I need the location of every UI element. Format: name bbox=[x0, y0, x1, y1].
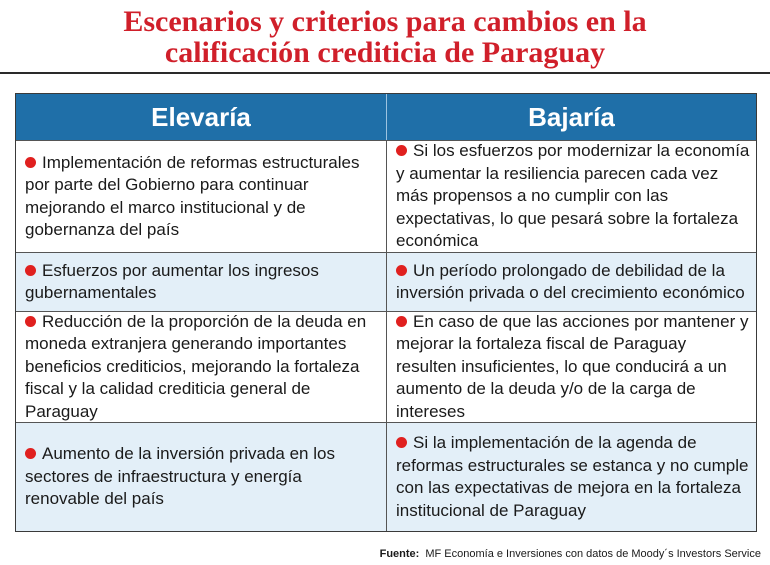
table-row bbox=[16, 311, 756, 422]
cell-text: Implementación de reformas estructurales por parte del Gobierno para continuar mejorando el marco institucional y de gobernanza del país bbox=[25, 152, 360, 239]
bullet-icon bbox=[25, 157, 36, 168]
source-text: MF Economía e Inversiones con datos de Moody´s Investors Service bbox=[425, 548, 761, 560]
page-title bbox=[0, 6, 770, 68]
bullet-icon bbox=[396, 265, 407, 276]
cell-elevaria bbox=[16, 312, 386, 422]
cell-text: Esfuerzos por aumentar los ingresos gubernamentales bbox=[25, 260, 319, 302]
cell-bajaria bbox=[386, 423, 756, 531]
cell-bajaria bbox=[386, 141, 756, 252]
table-row bbox=[16, 422, 756, 531]
header-elevaria: Elevaría bbox=[151, 101, 251, 132]
cell-text: Aumento de la inversión privada en los sectores de infraestructura y energía renovable del país bbox=[25, 444, 335, 509]
bullet-icon bbox=[25, 265, 36, 276]
bullet-icon bbox=[396, 316, 407, 327]
cell-text: Reducción de la proporción de la deuda en moneda extranjera generando importantes beneficios crediticios, mejorando la fortaleza fiscal y la calidad crediticia general de Paraguay bbox=[25, 311, 367, 421]
bullet-icon bbox=[25, 448, 36, 459]
table-row bbox=[16, 252, 756, 311]
criteria-table bbox=[15, 93, 757, 532]
cell-bajaria bbox=[386, 312, 756, 422]
source-label: Fuente: bbox=[379, 548, 420, 560]
table-header bbox=[16, 94, 756, 140]
table-row bbox=[16, 140, 756, 252]
bullet-icon bbox=[25, 316, 36, 327]
source-note bbox=[380, 548, 761, 560]
bullet-icon bbox=[396, 437, 407, 448]
title-line-1: Escenarios y criterios para cambios en la bbox=[123, 5, 647, 38]
title-divider bbox=[0, 72, 770, 74]
cell-elevaria bbox=[16, 423, 386, 531]
bullet-icon bbox=[396, 145, 407, 156]
title-line-2: calificación crediticia de Paraguay bbox=[164, 36, 606, 69]
cell-text: Un período prolongado de debilidad de la inversión privada o del crecimiento económico bbox=[396, 260, 745, 302]
cell-text: Si los esfuerzos por modernizar la economía y aumentar la resiliencia parecen cada vez más propensos a no cumplir con las expectativas, lo que pesará sobre la fortaleza económica bbox=[396, 141, 750, 251]
cell-elevaria bbox=[16, 141, 386, 252]
cell-text: Si la implementación de la agenda de reformas estructurales se estanca y no cumple con las expectativas de mejora en la fortaleza institucional de Paraguay bbox=[396, 433, 749, 520]
cell-elevaria bbox=[16, 253, 386, 311]
header-bajaria: Bajaría bbox=[386, 94, 756, 140]
cell-bajaria bbox=[386, 253, 756, 311]
cell-text: En caso de que las acciones por mantener y mejorar la fortaleza fiscal de Paraguay resulten insuficientes, lo que conducirá a un aumento de la deuda y/o de la carga de intereses bbox=[396, 311, 749, 421]
